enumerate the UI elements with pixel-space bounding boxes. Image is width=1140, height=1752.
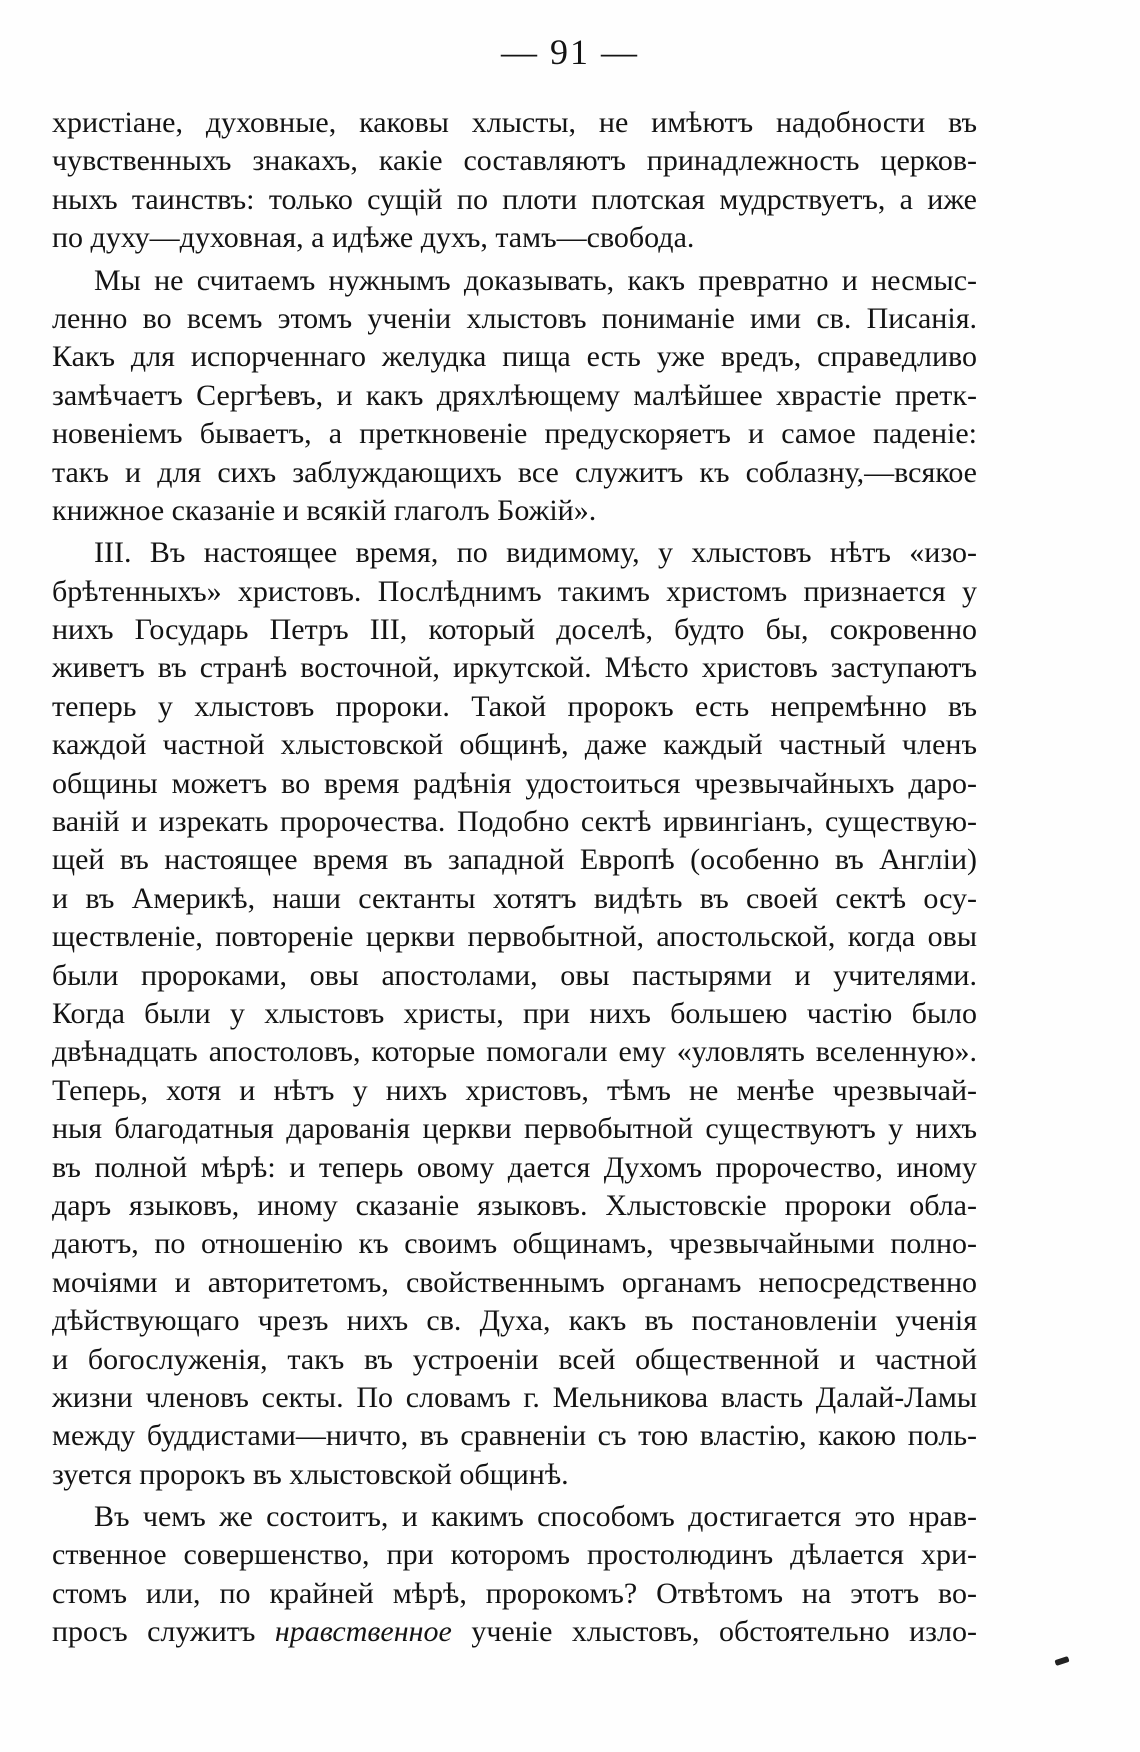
text-line: замѣчаетъ Сергѣевъ, и какъ дряхлѣющему малѣйшее хврастiе претк- [52, 378, 977, 412]
text-line: Мы не считаемъ нужнымъ доказывать, какъ превратно и несмыс- [94, 263, 977, 297]
body-text [52, 104, 977, 1652]
text-line: Теперь, хотя и нѣтъ у нихъ христовъ, тѣмъ не менѣе чрезвычай- [52, 1073, 977, 1107]
text-line: стомъ или, по крайней мѣрѣ, пророкомъ? Отвѣтомъ на этотъ во- [52, 1576, 977, 1610]
text-line: брѣтенныхъ» христовъ. Послѣднимъ такимъ христомъ признается у [52, 574, 977, 608]
text-line: Въ чемъ же состоитъ, и какимъ способомъ достигается это нрав- [94, 1500, 977, 1534]
text-line: даръ языковъ, иному сказанiе языковъ. Хлыстовскiе пророки обла- [52, 1188, 977, 1222]
text-line: чувственныхъ знакахъ, какiе составляютъ принадлежность церков- [52, 144, 977, 178]
text-line: живетъ въ странѣ восточной, иркутской. Мѣсто христовъ заступаютъ [52, 651, 977, 685]
text-line: новенiемъ бываетъ, а преткновенiе предускоряетъ и самое паденiе: [52, 417, 977, 451]
text-line: каждой частной хлыстовской общинѣ, даже каждый частный членъ [52, 728, 977, 762]
text-line: III. Въ настоящее время, по видимому, у хлыстовъ нѣтъ «изо- [94, 536, 977, 570]
text-line: по духу—духовная, а идѣже духъ, тамъ—свобода. [52, 221, 695, 255]
text-line: и въ Америкѣ, наши сектанты хотятъ видѣть въ своей сектѣ осу- [52, 881, 977, 915]
text-line-final [52, 1613, 977, 1651]
text-line: ванiй и изрекать пророчества. Подобно сектѣ ирвингiанъ, существую- [52, 805, 977, 839]
text-line: ленно во всемъ этомъ ученiи хлыстовъ пониманiе ими св. Писанiя. [52, 301, 977, 335]
text-line: дѣйствующаго чрезъ нихъ св. Духа, какъ въ постановленiи ученiя [52, 1304, 977, 1338]
text-line: христiане, духовные, каковы хлысты, не имѣютъ надобности въ [52, 106, 977, 139]
text-run: ученiе хлыстовъ, обстоятельно изло- [451, 1615, 977, 1649]
text-line: мочiями и авторитетомъ, свойственнымъ органамъ непосредственно [52, 1265, 977, 1299]
text-line: даютъ, по отношенiю къ своимъ общинамъ, чрезвычайными полно- [52, 1227, 977, 1261]
text-line: общины можетъ во время радѣнiя удостоиться чрезвычайныхъ даро- [52, 766, 977, 800]
text-line: ществленiе, повторенiе церкви первобытной, апостольской, когда овы [52, 920, 977, 954]
text-line: были пророками, овы апостолами, овы пастырями и учителями. [52, 958, 977, 992]
text-line: между буддистами—ничто, въ сравненiи съ тою властiю, какою поль- [52, 1419, 977, 1453]
text-line: жизни членовъ секты. По словамъ г. Мельникова власть Далай-Ламы [52, 1380, 977, 1414]
text-line: двѣнадцать апостоловъ, которые помогали ему «уловлять вселенную». [52, 1035, 977, 1069]
text-line: ныхъ таинствъ: только сущiй по плоти плотская мудрствуетъ, а иже [52, 182, 977, 216]
text-line: теперь у хлыстовъ пророки. Такой пророкъ есть непремѣнно въ [52, 689, 977, 723]
text-line: такъ и для сихъ заблуждающихъ все служитъ къ соблазну,—всякое [52, 455, 977, 489]
text-line: въ полной мѣрѣ: и теперь овому дается Духомъ пророчество, иному [52, 1150, 977, 1184]
text-line: и богослуженiя, такъ въ устроенiи всей общественной и частной [52, 1342, 977, 1376]
text-line: ныя благодатныя дарованiя церкви первобытной существуютъ у нихъ [52, 1112, 977, 1146]
text-line: зуется пророкъ въ хлыстовской общинѣ. [52, 1457, 569, 1491]
ink-speck [1054, 1656, 1069, 1666]
page-number: — 91 — [501, 32, 639, 72]
text-line: Какъ для испорченнаго желудка пища есть уже вредъ, справедливо [52, 340, 977, 374]
text-line: книжное сказанiе и всякiй глаголъ Божiй». [52, 493, 597, 527]
text-line: щей въ настоящее время въ западной Европѣ (особенно въ Англiи) [52, 843, 977, 877]
text-line: нихъ Государь Петръ III, который доселѣ, будто бы, сокровенно [52, 613, 977, 647]
italic-emphasis: нравственное [274, 1615, 452, 1649]
text-line: ственное совершенство, при которомъ простолюдинъ дѣлается хри- [52, 1538, 977, 1572]
text-line: Когда были у хлыстовъ христы, при нихъ большею частiю было [52, 996, 977, 1030]
text-run: просъ служитъ [52, 1615, 275, 1649]
